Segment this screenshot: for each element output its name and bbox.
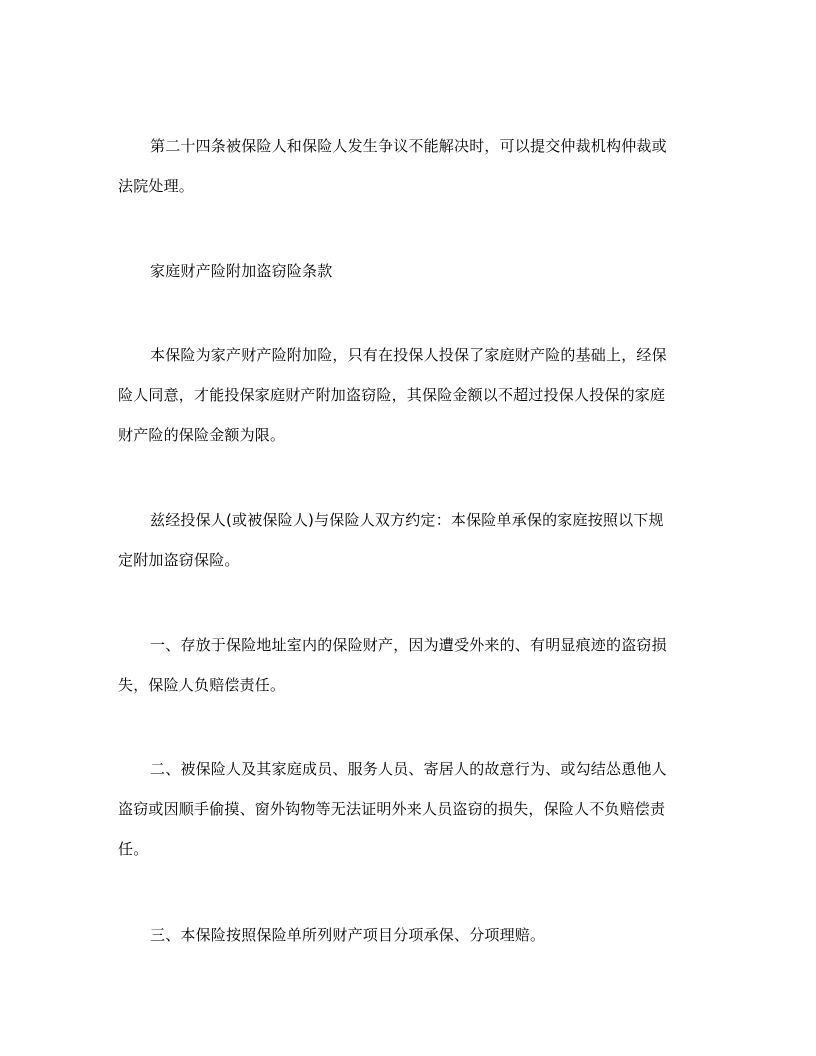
text-line: 财产险的保险金额为限。 [118, 426, 286, 444]
paragraph-clause-2 [118, 749, 698, 869]
text-line: 盗窃或因顺手偷摸、窗外钩物等无法证明外来人员盗窃的损失，保险人不负赔偿责 [118, 800, 666, 818]
text-line: 任。 [118, 840, 149, 858]
paragraph-article-24 [118, 126, 698, 206]
text-line: 第二十四条被保险人和保险人发生争议不能解决时，可以提交仲裁机构仲裁或 [150, 137, 667, 155]
heading-line: 家庭财产险附加盗窃险条款 [150, 262, 333, 280]
text-line: 定附加盗窃保险。 [118, 551, 240, 569]
text-line: 本保险为家产财产险附加险，只有在投保人投保了家庭财产险的基础上，经保 [150, 346, 667, 364]
paragraph-clause-3 [118, 915, 698, 955]
text-line: 险人同意，才能投保家庭财产附加盗窃险，其保险金额以不超过投保人投保的家庭 [118, 386, 666, 404]
text-line: 兹经投保人(或被保险人)与保险人双方约定：本保险单承保的家庭按照以下规 [150, 511, 664, 529]
paragraph-scope [118, 335, 698, 455]
text-line: 二、被保险人及其家庭成员、服务人员、寄居人的故意行为、或勾结怂恿他人 [150, 760, 667, 778]
text-line: 三、本保险按照保险单所列财产项目分项承保、分项理赔。 [150, 926, 546, 944]
paragraph-clause-1 [118, 625, 698, 705]
text-line: 一、存放于保险地址室内的保险财产，因为遭受外来的、有明显痕迹的盗窃损 [150, 636, 667, 654]
text-line: 法院处理。 [118, 177, 195, 195]
text-line: 失，保险人负赔偿责任。 [118, 676, 286, 694]
paragraph-agreement [118, 500, 698, 580]
section-heading [118, 251, 698, 291]
